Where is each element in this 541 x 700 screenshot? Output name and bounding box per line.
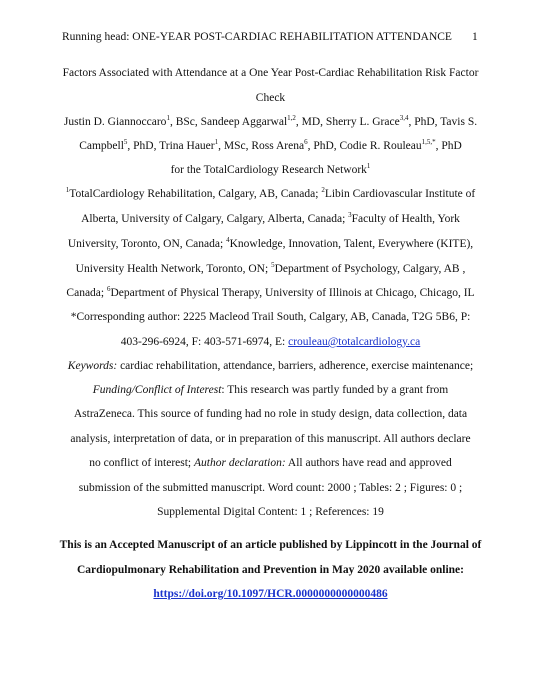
contact-numbers: 403-296-6924, F: 403-571-6974, E: (120, 336, 289, 348)
page-number: 1 (472, 31, 478, 43)
corresponding-line-1: *Corresponding author: 2225 Macleod Trail South, Calgary, AB, Canada, T2G 5B6, P: (70, 311, 471, 323)
affiliation-text: Department of Physical Therapy, University of Illinois at Chicago, Chicago, IL (110, 287, 475, 299)
affiliation-line-5 (0, 286, 541, 300)
doi-link[interactable]: https://doi.org/10.1097/HCR.0000000000000486 (153, 588, 388, 600)
affiliation-text: Department of Psychology, Calgary, AB , (274, 263, 466, 275)
authors-line-1 (0, 115, 541, 129)
affiliation-line-3 (0, 237, 541, 251)
affiliation-marker: 5 (271, 261, 275, 269)
author-name: , MSc, Ross Arena (218, 140, 305, 152)
affiliation-marker: 1 (65, 186, 70, 194)
affiliation-text: Faculty of Health, York (351, 213, 460, 225)
affiliation-line-1 (0, 187, 541, 201)
affiliation-line-4 (0, 262, 541, 276)
notice-line-2: Cardiopulmonary Rehabilitation and Prevention in May 2020 available online: (77, 564, 464, 576)
affiliation-marker: 3 (348, 211, 352, 219)
keywords-label: Keywords: (67, 360, 118, 372)
running-head: Running head: ONE-YEAR POST-CARDIAC REHABILITATION ATTENDANCE (62, 31, 452, 43)
notice-doi (0, 587, 541, 601)
keywords (0, 359, 541, 373)
affiliation-marker: 3,4 (399, 114, 409, 122)
author-name: Campbell (79, 140, 124, 152)
funding-line-2: AstraZeneca. This source of funding had no role in study design, data collection, data (73, 408, 468, 420)
funding-line-3: analysis, interpretation of data, or in preparation of this manuscript. All authors declare (70, 433, 471, 445)
title-line-2: Check (255, 92, 286, 104)
keywords-text: cardiac rehabilitation, attendance, barriers, adherence, exercise maintenance; (117, 360, 474, 372)
funding-text: no conflict of interest; (89, 457, 194, 469)
affiliation-text: Libin Cardiovascular Institute of (324, 188, 476, 200)
network-name: for the TotalCardiology Research Network (170, 164, 367, 176)
affiliation-marker: 5 (123, 138, 128, 146)
affiliation-line-2 (0, 212, 541, 226)
affiliation-marker: 1,5,* (421, 138, 436, 146)
funding-line-6: Supplemental Digital Content: 1 ; References: 19 (157, 506, 384, 518)
title-line-1: Factors Associated with Attendance at a One Year Post-Cardiac Rehabilitation Risk Factor (62, 67, 479, 79)
funding-line-5: submission of the submitted manuscript. Word count: 2000 ; Tables: 2 ; Figures: 0 ; (78, 482, 463, 494)
affiliation-text: Knowledge, Innovation, Talent, Everywhere (KITE), (229, 238, 474, 250)
authors-network (0, 163, 541, 177)
funding-line-1 (0, 383, 541, 397)
declaration-label: Author declaration: (194, 457, 286, 469)
email-link[interactable]: crouleau@totalcardiology.ca (288, 336, 421, 348)
funding-text: : This research was partly funded by a grant from (221, 384, 449, 396)
funding-text: All authors have read and approved (285, 457, 452, 469)
affiliation-marker: 6 (304, 138, 308, 146)
author-name: Justin D. Giannoccaro (63, 116, 167, 128)
affiliation-marker: 4 (226, 236, 230, 244)
affiliation-text: University, Toronto, ON, Canada; (67, 238, 227, 250)
affiliation-text: TotalCardiology Rehabilitation, Calgary, AB, Canada; (69, 188, 322, 200)
author-name: , PhD, Trina Hauer (127, 140, 215, 152)
author-name: , BSc, Sandeep Aggarwal (169, 116, 288, 128)
funding-label: Funding/Conflict of Interest (92, 384, 222, 396)
affiliation-text: University Health Network, Toronto, ON; (75, 263, 272, 275)
affiliation-marker: 1,2 (287, 114, 296, 122)
affiliation-marker: 1 (366, 162, 371, 170)
affiliation-marker: 2 (321, 186, 325, 194)
author-name: , PhD, Tavis S. (408, 116, 478, 128)
corresponding-line-2 (0, 335, 541, 349)
affiliation-marker: 1 (166, 114, 170, 122)
notice-line-1: This is an Accepted Manuscript of an article published by Lippincott in the Journal of (59, 539, 482, 551)
funding-line-4 (0, 456, 541, 470)
affiliation-marker: 1 (214, 138, 219, 146)
author-name: , PhD (435, 140, 462, 152)
author-name: , PhD, Codie R. Rouleau (307, 140, 422, 152)
affiliation-text: Canada; (66, 287, 107, 299)
affiliation-marker: 6 (106, 285, 111, 293)
author-name: , MD, Sherry L. Grace (295, 116, 400, 128)
authors-line-2 (0, 139, 541, 153)
affiliation-text: Alberta, University of Calgary, Calgary, Alberta, Canada; (81, 213, 349, 225)
